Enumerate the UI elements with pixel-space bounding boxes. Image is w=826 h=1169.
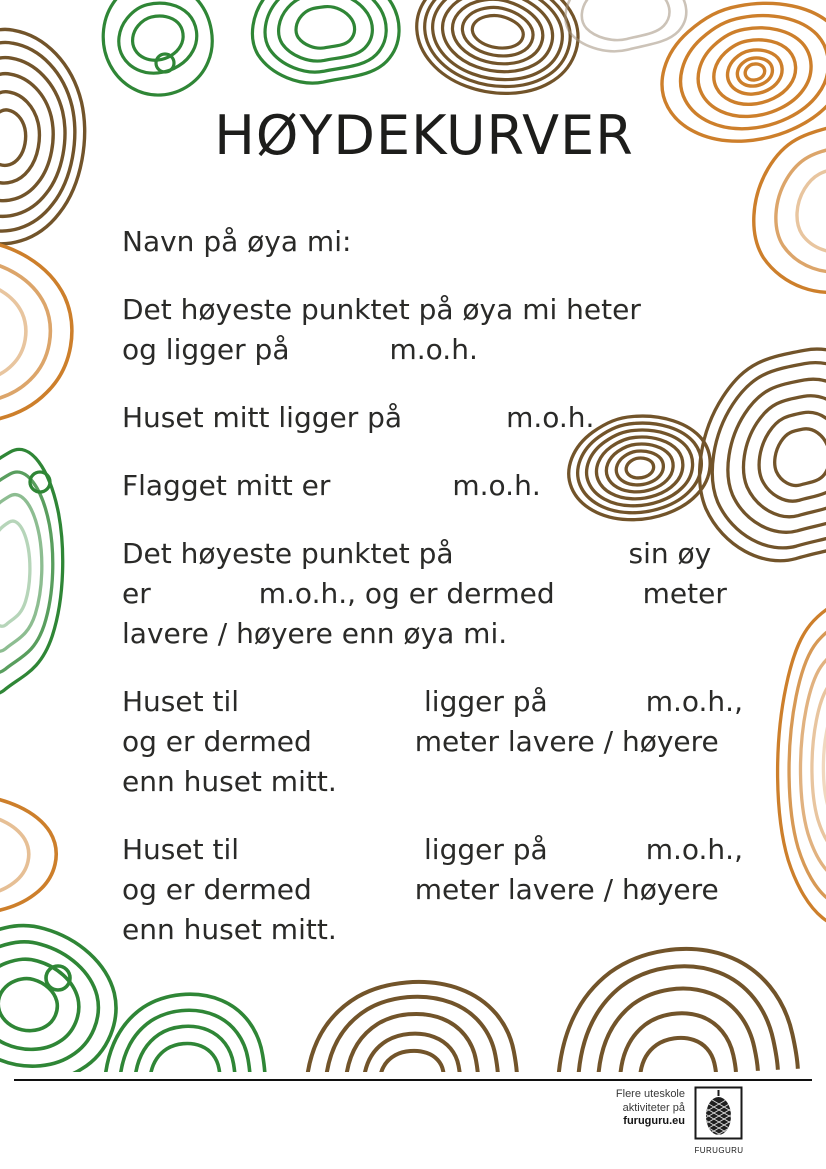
contour-bottom-left-green — [0, 910, 130, 1072]
worksheet-line — [122, 870, 782, 910]
footer-credit-url: furuguru.eu — [623, 1115, 685, 1127]
blank-field — [289, 358, 389, 359]
blank-field — [239, 858, 424, 859]
worksheet-line — [122, 910, 782, 950]
worksheet-line — [122, 222, 782, 262]
worksheet-line — [122, 830, 782, 870]
footer-credit-line1: Flere uteskole — [615, 1088, 685, 1100]
worksheet-line — [122, 290, 782, 330]
contour-top-green-a — [88, 0, 227, 109]
text-segment: enn huset mitt. — [122, 913, 337, 946]
worksheet-paragraph — [122, 682, 782, 802]
contour-left-orange-bottom — [0, 795, 56, 914]
worksheet-line — [122, 614, 782, 654]
worksheet-line — [122, 574, 782, 614]
contour-left-orange-arc — [0, 240, 72, 423]
contour-bottom-brown-a — [307, 982, 517, 1072]
blank-field — [330, 494, 452, 495]
blank-field — [454, 562, 629, 563]
blank-field — [555, 602, 643, 603]
worksheet-paragraph — [122, 290, 782, 370]
text-segment: meter lavere / høyere — [414, 725, 719, 758]
text-segment: m.o.h., — [645, 685, 743, 718]
text-segment: meter — [642, 577, 727, 610]
worksheet-line — [122, 398, 782, 438]
worksheet-line — [122, 330, 782, 370]
worksheet-paragraph — [122, 466, 782, 506]
worksheet-line — [122, 682, 782, 722]
logo-caption: FURUGURU — [694, 1146, 744, 1155]
contour-bottom-green-mounds — [105, 994, 265, 1072]
text-segment: lavere / høyere enn øya mi. — [122, 617, 508, 650]
contour-left-green-tall — [0, 446, 69, 697]
contour-top-green-a-peak-circle — [156, 54, 174, 72]
blank-field — [548, 858, 646, 859]
text-segment: Huset mitt ligger på — [122, 401, 403, 434]
footer-credit — [525, 1088, 685, 1129]
page-title: HØYDEKURVER — [214, 104, 634, 167]
blank-field — [151, 602, 259, 603]
worksheet-line — [122, 534, 782, 574]
text-segment: er — [122, 577, 151, 610]
furuguru-logo — [694, 1086, 744, 1155]
text-segment: m.o.h. — [506, 401, 595, 434]
text-segment: Huset til — [122, 833, 240, 866]
contour-bottom-left-green-peak-circle — [46, 966, 70, 990]
text-segment: sin øy — [628, 537, 712, 570]
worksheet-paragraph — [122, 830, 782, 950]
contour-top-faint — [565, 0, 686, 51]
text-segment: ligger på — [424, 833, 548, 866]
text-segment: enn huset mitt. — [122, 765, 337, 798]
worksheet-paragraph — [122, 534, 782, 654]
text-segment: m.o.h., og er dermed — [258, 577, 555, 610]
worksheet-paragraph — [122, 398, 782, 438]
footer-divider-line — [14, 1079, 812, 1081]
worksheet-line — [122, 466, 782, 506]
text-segment: Det høyeste punktet på øya mi heter — [122, 293, 641, 326]
blank-field — [548, 710, 646, 711]
text-segment: og er dermed — [122, 873, 312, 906]
text-segment: meter lavere / høyere — [414, 873, 719, 906]
contour-top-green-b — [248, 0, 404, 90]
worksheet-line — [122, 722, 782, 762]
text-segment: ligger på — [424, 685, 548, 718]
text-segment: m.o.h. — [452, 469, 541, 502]
worksheet-body — [122, 222, 782, 978]
text-segment: Flagget mitt er — [122, 469, 331, 502]
text-segment: Det høyeste punktet på — [122, 537, 454, 570]
text-segment: Huset til — [122, 685, 240, 718]
blank-field — [312, 898, 415, 899]
text-segment: m.o.h. — [389, 333, 478, 366]
blank-field — [239, 710, 424, 711]
worksheet-line — [122, 762, 782, 802]
footer-credit-line2: aktiviteter på — [622, 1101, 685, 1114]
text-segment: Navn på øya mi: — [122, 225, 352, 258]
text-segment: m.o.h., — [645, 833, 743, 866]
contour-left-green-tall-peak-circle — [30, 472, 50, 492]
contour-top-brown — [407, 0, 588, 106]
worksheet-paragraph — [122, 222, 782, 262]
blank-field — [402, 426, 506, 427]
blank-field — [312, 750, 415, 751]
text-segment: og er dermed — [122, 725, 312, 758]
pinecone-icon — [694, 1086, 744, 1141]
text-segment: og ligger på — [122, 333, 290, 366]
